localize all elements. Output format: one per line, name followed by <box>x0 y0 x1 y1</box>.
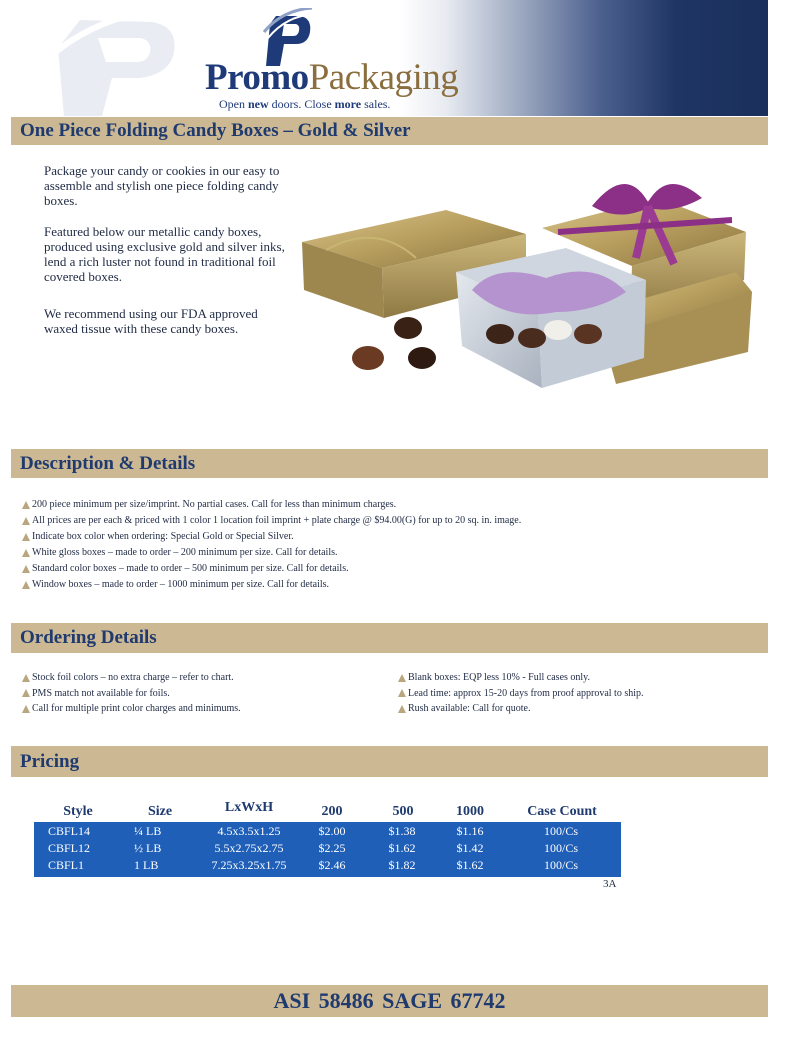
table-cell: $1.42 <box>456 841 484 855</box>
table-cell: CBFL1 <box>48 858 85 872</box>
table-cell: $2.00 <box>318 824 346 838</box>
bullet-triangle-icon <box>22 549 30 557</box>
description-heading: Description & Details <box>11 449 768 478</box>
pricing-table <box>34 800 621 877</box>
bullet-triangle-icon <box>22 565 30 573</box>
tagline-part: sales. <box>361 97 391 111</box>
table-cell: 100/Cs <box>543 858 579 872</box>
column-header: 1000 <box>456 804 484 819</box>
list-item-text: Stock foil colors – no extra charge – refer to chart. <box>32 672 234 683</box>
list-item-text: Lead time: approx 15-20 days from proof approval to ship. <box>408 687 644 699</box>
bullet-triangle-icon <box>22 501 30 509</box>
list-item <box>22 686 241 702</box>
column-header: Case Count <box>527 804 597 819</box>
bullet-triangle-icon <box>398 674 406 682</box>
table-cell: $1.62 <box>388 841 416 855</box>
tagline-part: new <box>248 97 269 111</box>
list-item <box>22 513 521 529</box>
ordering-heading: Ordering Details <box>11 623 768 653</box>
tagline-part: doors. Close <box>268 97 335 111</box>
brand-tagline <box>219 97 390 112</box>
table-row <box>34 841 621 859</box>
bullet-triangle-icon <box>398 705 406 713</box>
table-cell: 1 LB <box>134 858 159 872</box>
list-item <box>398 670 644 686</box>
column-header: Size <box>147 804 173 819</box>
ordering-list-right <box>398 670 644 717</box>
list-item <box>22 701 241 717</box>
list-item <box>22 561 521 577</box>
brand-name-packaging: Packaging <box>308 57 459 98</box>
list-item <box>22 670 241 686</box>
table-cell: $2.25 <box>318 841 346 855</box>
intro-text <box>44 163 292 352</box>
list-item <box>22 545 521 561</box>
list-item <box>22 497 521 513</box>
table-cell: CBFL14 <box>48 824 91 838</box>
column-header: LxWxH <box>224 800 274 815</box>
list-item <box>398 701 644 717</box>
intro-paragraph: We recommend using our FDA approved waxed tissue with these candy boxes. <box>44 306 258 336</box>
table-cell: $1.16 <box>456 824 484 838</box>
table-cell: 100/Cs <box>543 841 579 855</box>
table-cell: $1.62 <box>456 858 484 872</box>
column-header: Style <box>63 804 93 819</box>
table-cell: $2.46 <box>318 858 346 872</box>
table-header-row <box>34 800 621 822</box>
table-cell: $1.82 <box>388 858 416 872</box>
bullet-triangle-icon <box>22 517 30 525</box>
ghost-logo-watermark <box>40 8 180 116</box>
list-item-text: Indicate box color when ordering: Special Gold or Special Silver. <box>32 531 294 542</box>
bullet-triangle-icon <box>398 689 406 697</box>
pricing-heading: Pricing <box>11 746 768 777</box>
table-cell: 100/Cs <box>543 824 579 838</box>
table-cell: ¼ LB <box>134 824 162 838</box>
column-header: 200 <box>321 804 343 819</box>
list-item-text: 200 piece minimum per size/imprint. No partial cases. Call for less than minimum charges. <box>32 499 397 510</box>
intro-paragraph: Package your candy or cookies in our easy to assemble and stylish one piece folding candy boxes. <box>44 163 280 208</box>
candy-boxes-photo <box>296 162 756 414</box>
list-item-text: Blank boxes: EQP less 10% - Full cases only. <box>408 672 591 683</box>
header-banner <box>0 0 768 116</box>
list-item-text: Standard color boxes – made to order – 500 minimum per size. Call for details. <box>32 563 349 574</box>
list-item <box>398 686 644 702</box>
table-body <box>34 822 621 877</box>
page-code: 3A <box>603 878 617 890</box>
ordering-list-left <box>22 670 241 717</box>
table-cell: CBFL12 <box>48 841 91 855</box>
brand-wordmark <box>205 58 458 98</box>
list-item <box>22 577 521 593</box>
table-cell: 5.5x2.75x2.75 <box>214 841 284 855</box>
list-item-text: Call for multiple print color charges and minimums. <box>32 703 241 714</box>
bullet-triangle-icon <box>22 581 30 589</box>
bullet-triangle-icon <box>22 533 30 541</box>
intro-paragraph: Featured below our metallic candy boxes, produced using exclusive gold and silver inks, lend a rich luster not found in traditional foil covered boxes. <box>44 224 285 284</box>
table-cell: 4.5x3.5x1.25 <box>217 824 281 838</box>
footer-asi-sage: ASI 58486 SAGE 67742 <box>11 985 768 1017</box>
list-item <box>22 529 521 545</box>
list-item-text: White gloss boxes – made to order – 200 minimum per size. Call for details. <box>32 547 338 558</box>
list-item-text: Rush available: Call for quote. <box>408 703 531 714</box>
description-list <box>22 497 521 593</box>
table-row <box>34 858 621 876</box>
tagline-part: Open <box>219 97 248 111</box>
bullet-triangle-icon <box>22 674 30 682</box>
brand-name-promo: Promo <box>205 57 309 98</box>
list-item-text: Window boxes – made to order – 1000 minimum per size. Call for details. <box>32 579 330 590</box>
table-cell: ½ LB <box>134 841 162 855</box>
bullet-triangle-icon <box>22 689 30 697</box>
list-item-text: PMS match not available for foils. <box>32 687 170 699</box>
table-cell: $1.38 <box>388 824 416 838</box>
bullet-triangle-icon <box>22 705 30 713</box>
table-row <box>34 824 621 842</box>
tagline-part: more <box>334 97 362 111</box>
page-title: One Piece Folding Candy Boxes – Gold & Silver <box>11 117 768 145</box>
table-cell: 7.25x3.25x1.75 <box>211 858 287 872</box>
column-header: 500 <box>392 804 414 819</box>
list-item-text: All prices are per each & priced with 1 color 1 location foil imprint + plate charge @ $94.00(G) for up to 20 sq. in. image. <box>32 515 522 526</box>
